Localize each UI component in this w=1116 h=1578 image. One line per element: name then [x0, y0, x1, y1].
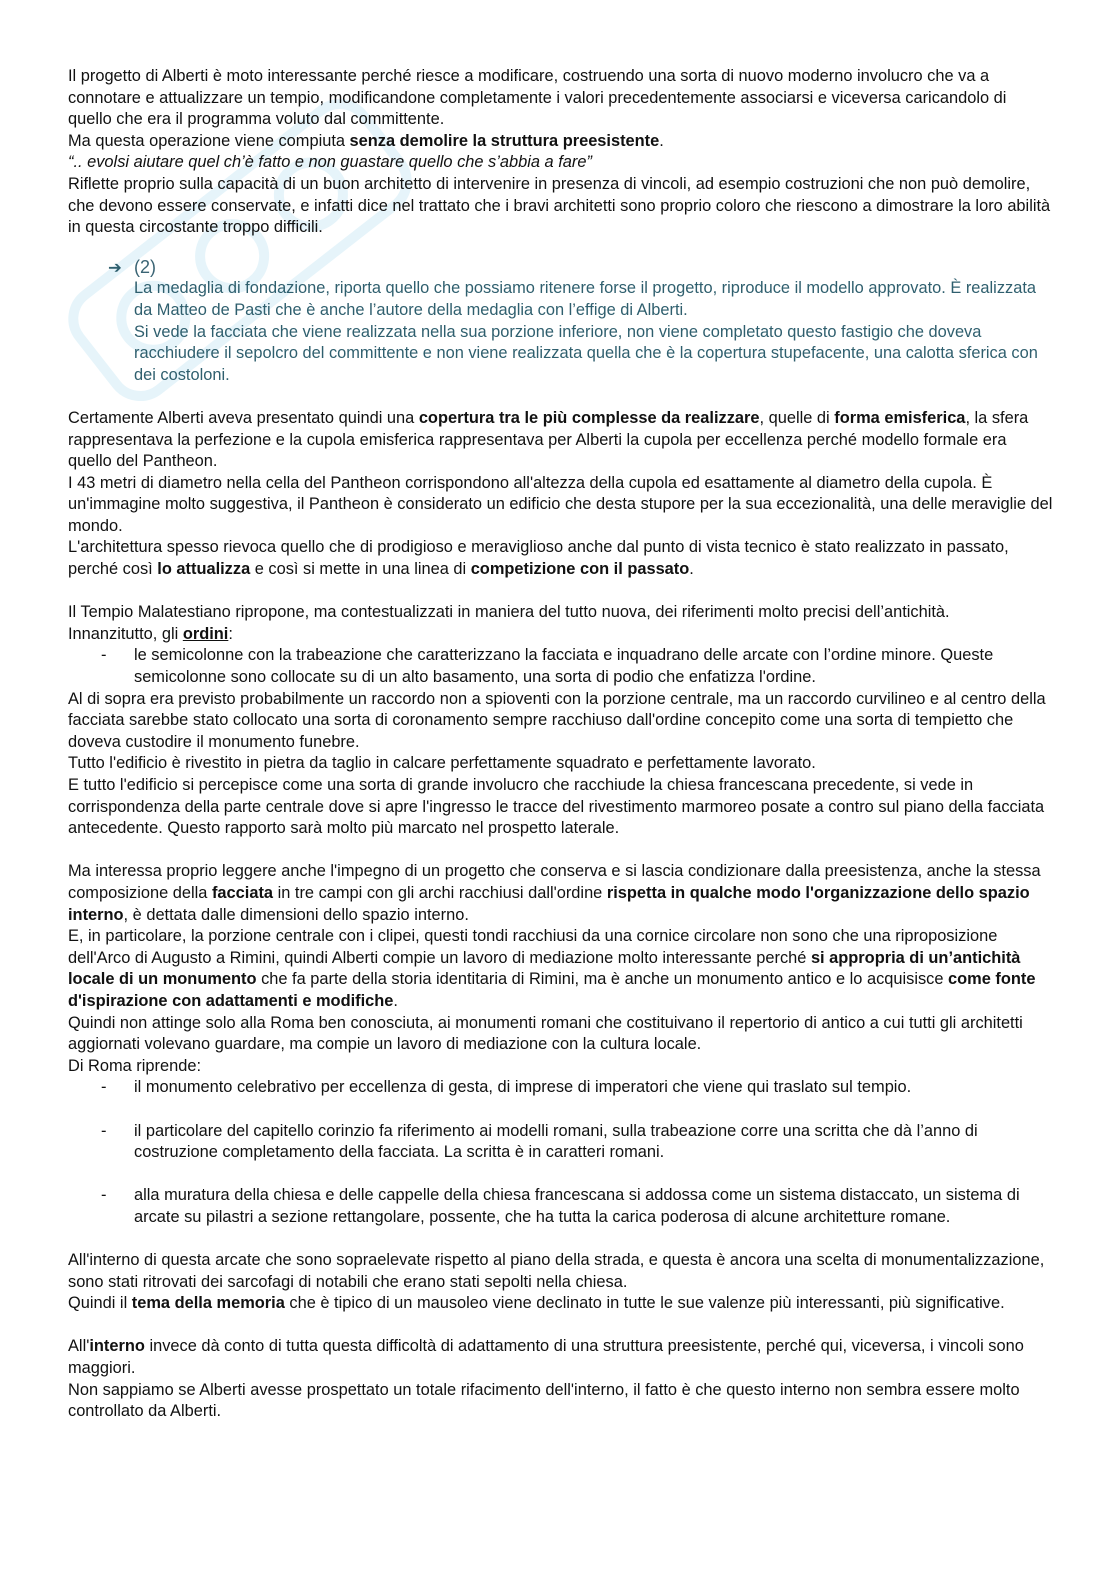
cupola-paragraph-3: L'architettura spesso rievoca quello che di prodigioso e meraviglioso anche dal punto di vista tecnico è stato realizzato in passato, perché così lo attualizza e così si mette in una linea di competizione con il passato.: [68, 538, 1009, 579]
interno-paragraph-1: All'interno invece dà conto di tutta questa difficoltà di adattamento di una struttura preesistente, perché qui, viceversa, i vincoli sono maggiori.: [68, 1337, 1024, 1378]
ordini-list: [68, 645, 1053, 688]
tempio-paragraph-5: E tutto l'edificio si percepisce come una sorta di grande involucro che racchiude la chiesa francescana precedente, si vede in corrispondenza della parte centrale dove si apre l'ingresso le tracce del rivestimento marmoreo posate a contro sul piano della facciata antecedente. Questo rapporto sarà molto più marcato nel prospetto laterale.: [68, 776, 1045, 838]
memoria-paragraph-2: Quindi il tema della memoria che è tipico di un mausoleo viene declinato in tutte le sue valenze più interessanti, più significative.: [68, 1294, 1005, 1313]
impegno-paragraph-2: E, in particolare, la porzione centrale con i clipei, questi tondi racchiusi da una cornice circolare non sono che una riproposizione dell'Arco di Augusto a Rimini, quindi Alberti compie un lavoro di mediazione molto interessante perché si appropria di un’antichità locale di un monumento che fa parte della storia identitaria di Rimini, ma è anche un monumento antico e lo acquisisce come fonte d'ispirazione con adattamenti e modifiche.: [68, 927, 1036, 1010]
interno-paragraph-2: Non sappiamo se Alberti avesse prospettato un totale rifacimento dell'interno, il fatto è che questo interno non sembra essere molto controllato da Alberti.: [68, 1380, 1020, 1421]
list-item: - alla muratura della chiesa e delle cappelle della chiesa francescana si addossa come un sistema distaccato, un sistema di arcate su pilastri a sezione rettangolare, possente, che ha tutta la carica poderosa di alcune architetture romane.: [134, 1185, 1053, 1228]
impegno-paragraph-3: Quindi non attinge solo alla Roma ben conosciuta, ai monumenti romani che costituivano il repertorio di antico a cui tutti gli architetti aggiornati volevano guardare, ma compie un lavoro di mediazione con la cultura locale.: [68, 1013, 1023, 1054]
tempio-paragraph-3: Al di sopra era previsto probabilmente un raccordo non a spioventi con la porzione centrale, ma un raccordo curvilineo e al centro della facciata sarebbe stato collocato una sorta di coronamento sempre racchiuso dall'ordine concepito come una sorta di tempietto che doveva custodire il monumento funebre.: [68, 689, 1046, 751]
document-page: [68, 66, 1053, 1423]
note-text-2: Si vede la facciata che viene realizzata nella sua porzione inferiore, non viene completato questo fastigio che doveva racchiudere il sepolcro del committente e non viene realizzata quella che è la copertura stupefacente, una calotta sferica con dei costoloni.: [134, 322, 1038, 384]
alberti-quote: “.. evolsi aiutare quel ch’è fatto e non guastare quello che s’abbia a fare”: [68, 153, 592, 172]
note-medaglia: [68, 257, 1053, 387]
tempio-paragraph-2: Innanzitutto, gli ordini:: [68, 624, 233, 643]
list-item: - il particolare del capitello corinzio fa riferimento ai modelli romani, sulla trabeazione corre una scritta che dà l’anno di costruzione completamento della facciata. La scritta è in caratteri romani.: [134, 1121, 1053, 1164]
cupola-paragraph-2: I 43 metri di diametro nella cella del Pantheon corrispondono all'altezza della cupola ed esattamente al diametro della cupola. È un'immagine molto suggestiva, il Pantheon è considerato un edificio che desta stupore per la sua eccezionalità, una delle meraviglie del mondo.: [68, 473, 1053, 535]
note-number: (2): [134, 256, 156, 277]
cupola-paragraph-1: Certamente Alberti aveva presentato quindi una copertura tra le più complesse da realizzare, quelle di forma emisferica, la sfera rappresentava la perfezione e la cupola emisferica rappresentava per Alberti la cupola per eccellenza perché modello formale era quello del Pantheon.: [68, 408, 1029, 471]
intro-paragraph-1: Il progetto di Alberti è moto interessante perché riesce a modificare, costruendo una sorta di nuovo moderno involucro che va a connotare e attualizzare un tempio, modificandone completamente i valori precedentemente associarsi e viceversa caricandolo di quello che era il programma voluto dal committente.: [68, 67, 1007, 129]
list-item: - le semicolonne con la trabeazione che caratterizzano la facciata e inquadrano delle arcate con l’ordine minore. Queste semicolonne sono collocate su di un alto basamento, una sorta di podio che enfatizza l'ordine.: [134, 645, 1053, 688]
impegno-paragraph-1: Ma interessa proprio leggere anche l'impegno di un progetto che conserva e si lascia condizionare dalla preesistenza, anche la stessa composizione della facciata in tre campi con gli archi racchiusi dall'ordine rispetta in qualche modo l'organizzazione dello spazio interno, è dettata dalle dimensioni dello spazio interno.: [68, 862, 1041, 924]
note-text: La medaglia di fondazione, riporta quello che possiamo ritenere forse il progetto, riproduce il modello approvato. È realizzata da Matteo de Pasti che è anche l’autore della medaglia con l’effige di Alberti.: [134, 279, 1036, 319]
arrow-right-icon: ➔: [108, 258, 122, 277]
memoria-paragraph-1: All'interno di questa arcate che sono sopraelevate rispetto al piano della strada, e questa è ancora una scelta di monumentalizzazione, sono stati ritrovati dei sarcofagi di notabili che erano stati sepolti nella chiesa.: [68, 1251, 1045, 1291]
impegno-paragraph-4: Di Roma riprende:: [68, 1056, 201, 1075]
tempio-paragraph-1: Il Tempio Malatestiano ripropone, ma contestualizzati in maniera del tutto nuova, dei riferimenti molto precisi dell’antichità.: [68, 603, 950, 622]
tempio-paragraph-4: Tutto l'edificio è rivestito in pietra da taglio in calcare perfettamente squadrato e perfettamente lavorato.: [68, 754, 816, 773]
intro-paragraph-2: Ma questa operazione viene compiuta senza demolire la struttura preesistente.: [68, 131, 664, 150]
intro-paragraph-3: Riflette proprio sulla capacità di un buon architetto di intervenire in presenza di vincoli, ad esempio costruzioni che non può demolire, che devono essere conservate, e infatti dice nel trattato che i bravi architetti sono proprio coloro che riescono a dimostrare la loro abilità in questa circostante troppo difficili.: [68, 174, 1051, 237]
list-item: - il monumento celebrativo per eccellenza di gesta, di imprese di imperatori che viene qui traslato sul tempio.: [134, 1077, 1053, 1099]
roma-list: [68, 1077, 1053, 1228]
